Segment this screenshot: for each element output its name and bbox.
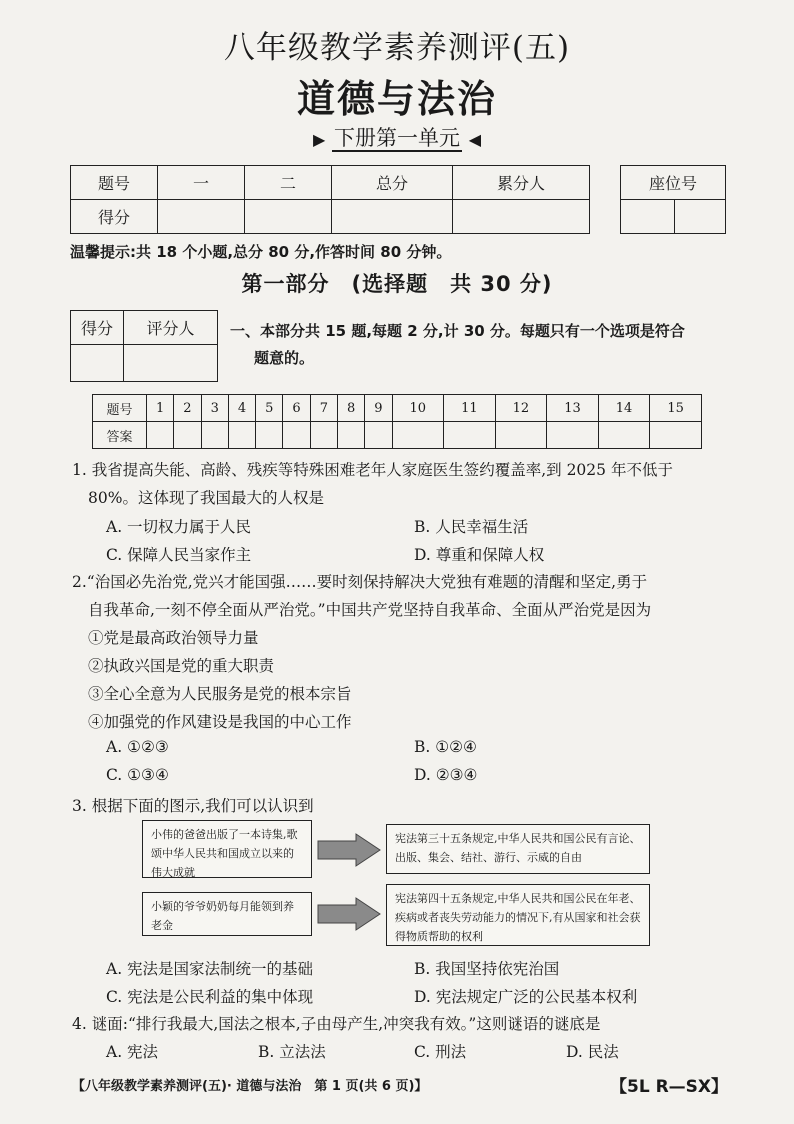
score-cell[interactable] (245, 200, 332, 234)
score-header-cell: 二 (245, 166, 332, 200)
question-number: 13 (547, 395, 599, 422)
score-cell[interactable] (332, 200, 453, 234)
score-cell[interactable] (453, 200, 590, 234)
option-c[interactable]: C. 宪法是公民利益的集中体现 (106, 988, 314, 1006)
answer-cell[interactable] (337, 422, 364, 449)
option-b[interactable]: B. ①②④ (414, 738, 477, 756)
option-c[interactable]: C. 刑法 (414, 1043, 467, 1061)
diagram-box: 宪法第四十五条规定,中华人民共和国公民在年老、疾病或者丧失劳动能力的情况下,有从国家和社会获得物质帮助的权利 (386, 884, 650, 946)
section-instruction-line: 一、本部分共 15 题,每题 2 分,计 30 分。每题只有一个选项是符合 (230, 322, 685, 340)
question-number: 7 (310, 395, 337, 422)
question-number: 5 (256, 395, 283, 422)
subject-title: 道德与法治 (296, 77, 497, 121)
answer-table (92, 394, 702, 449)
answer-cell[interactable] (598, 422, 650, 449)
statement-4: ④加强党的作风建设是我国的中心工作 (88, 713, 352, 731)
answer-row-label: 答案 (93, 422, 147, 449)
exam-tip: 温馨提示:共 18 个小题,总分 80 分,作答时间 80 分钟。 (70, 243, 452, 261)
question-1-stem: 1. 我省提高失能、高龄、残疾等特殊困难老年人家庭医生签约覆盖率,到 2025 年不低于 (72, 461, 673, 479)
right-triangle-icon: ▶ (313, 130, 326, 149)
grader-name-cell[interactable] (124, 345, 218, 382)
grader-score-label: 得分 (71, 311, 124, 345)
option-d[interactable]: D. 民法 (566, 1043, 619, 1061)
question-number: 9 (365, 395, 392, 422)
option-d[interactable]: D. 尊重和保障人权 (414, 546, 545, 564)
answer-cell[interactable] (310, 422, 337, 449)
option-b[interactable]: B. 人民幸福生活 (414, 518, 529, 536)
question-number: 8 (337, 395, 364, 422)
right-arrow-icon (316, 896, 382, 932)
grader-label: 评分人 (124, 311, 218, 345)
statement-3: ③全心全意为人民服务是党的根本宗旨 (88, 685, 352, 703)
question-number: 3 (201, 395, 228, 422)
question-number: 12 (495, 395, 547, 422)
answer-cell[interactable] (495, 422, 547, 449)
score-header-cell: 总分 (332, 166, 453, 200)
question-number: 14 (598, 395, 650, 422)
option-c[interactable]: C. 保障人民当家作主 (106, 546, 252, 564)
question-3-stem: 3. 根据下面的图示,我们可以认识到 (72, 797, 314, 815)
section-instruction-line: 题意的。 (254, 349, 315, 367)
answer-cell[interactable] (444, 422, 496, 449)
question-2-stem: 2.“治国必先治党,党兴才能国强……要时刻保持解决大党独有难题的清醒和坚定,勇于 (72, 573, 648, 591)
question-number: 11 (444, 395, 496, 422)
option-a[interactable]: A. ①②③ (106, 738, 169, 756)
answer-cell[interactable] (392, 422, 444, 449)
diagram-box: 宪法第三十五条规定,中华人民共和国公民有言论、出版、集会、结社、游行、示威的自由 (386, 824, 650, 874)
paper-code: 【5L R—SX】 (610, 1077, 729, 1097)
diagram-box: 小颖的爷爷奶奶每月能领到养老金 (142, 892, 312, 936)
question-number: 10 (392, 395, 444, 422)
page-footer: 【八年级教学素养测评(五)· 道德与法治 第 1 页(共 6 页)】 (72, 1079, 428, 1094)
score-row-label: 得分 (71, 200, 158, 234)
score-header-cell: 一 (158, 166, 245, 200)
score-table (70, 165, 590, 234)
answer-cell[interactable] (547, 422, 599, 449)
question-2-stem: 自我革命,一刻不停全面从严治党。”中国共产党坚持自我革命、全面从严治党是因为 (88, 601, 652, 619)
right-arrow-icon (316, 832, 382, 868)
option-d[interactable]: D. ②③④ (414, 766, 478, 784)
exam-title: 八年级教学素养测评(五) (223, 30, 571, 66)
answer-cell[interactable] (365, 422, 392, 449)
unit-text: 下册第一单元 (334, 126, 460, 150)
score-cell[interactable] (158, 200, 245, 234)
seat-table (620, 165, 726, 234)
answer-cell[interactable] (147, 422, 174, 449)
statement-1: ①党是最高政治领导力量 (88, 629, 259, 647)
answer-cell[interactable] (228, 422, 255, 449)
answer-cell[interactable] (283, 422, 310, 449)
question-number: 2 (174, 395, 201, 422)
score-header-cell: 累分人 (453, 166, 590, 200)
answer-cell[interactable] (174, 422, 201, 449)
seat-cell[interactable] (621, 200, 675, 234)
grader-score-cell[interactable] (71, 345, 124, 382)
answer-header-label: 题号 (93, 395, 147, 422)
question-number: 6 (283, 395, 310, 422)
score-header-cell: 题号 (71, 166, 158, 200)
option-a[interactable]: A. 宪法 (106, 1043, 159, 1061)
question-number: 1 (147, 395, 174, 422)
option-d[interactable]: D. 宪法规定广泛的公民基本权利 (414, 988, 638, 1006)
answer-cell[interactable] (256, 422, 283, 449)
question-4-stem: 4. 谜面:“排行我最大,国法之根本,子由母产生,冲突我有效。”这则谜语的谜底是 (72, 1015, 601, 1033)
question-1-stem: 80%。这体现了我国最大的人权是 (88, 489, 324, 507)
answer-cell[interactable] (201, 422, 228, 449)
part-one-title: 第一部分 (选择题 共 30 分) (241, 272, 553, 296)
option-a[interactable]: A. 一切权力属于人民 (106, 518, 252, 536)
seat-cell[interactable] (675, 200, 726, 234)
option-b[interactable]: B. 立法法 (258, 1043, 326, 1061)
diagram-box: 小伟的爸爸出版了一本诗集,歌颂中华人民共和国成立以来的伟大成就 (142, 820, 312, 878)
unit-label (0, 122, 794, 152)
section-instruction (230, 318, 730, 372)
question-number: 4 (228, 395, 255, 422)
answer-cell[interactable] (650, 422, 702, 449)
option-a[interactable]: A. 宪法是国家法制统一的基础 (106, 960, 314, 978)
grader-table (70, 310, 218, 382)
statement-2: ②执政兴国是党的重大职责 (88, 657, 275, 675)
left-triangle-icon: ◀ (468, 130, 481, 149)
option-c[interactable]: C. ①③④ (106, 766, 169, 784)
question-number: 15 (650, 395, 702, 422)
option-b[interactable]: B. 我国坚持依宪治国 (414, 960, 560, 978)
seat-label: 座位号 (621, 166, 726, 200)
